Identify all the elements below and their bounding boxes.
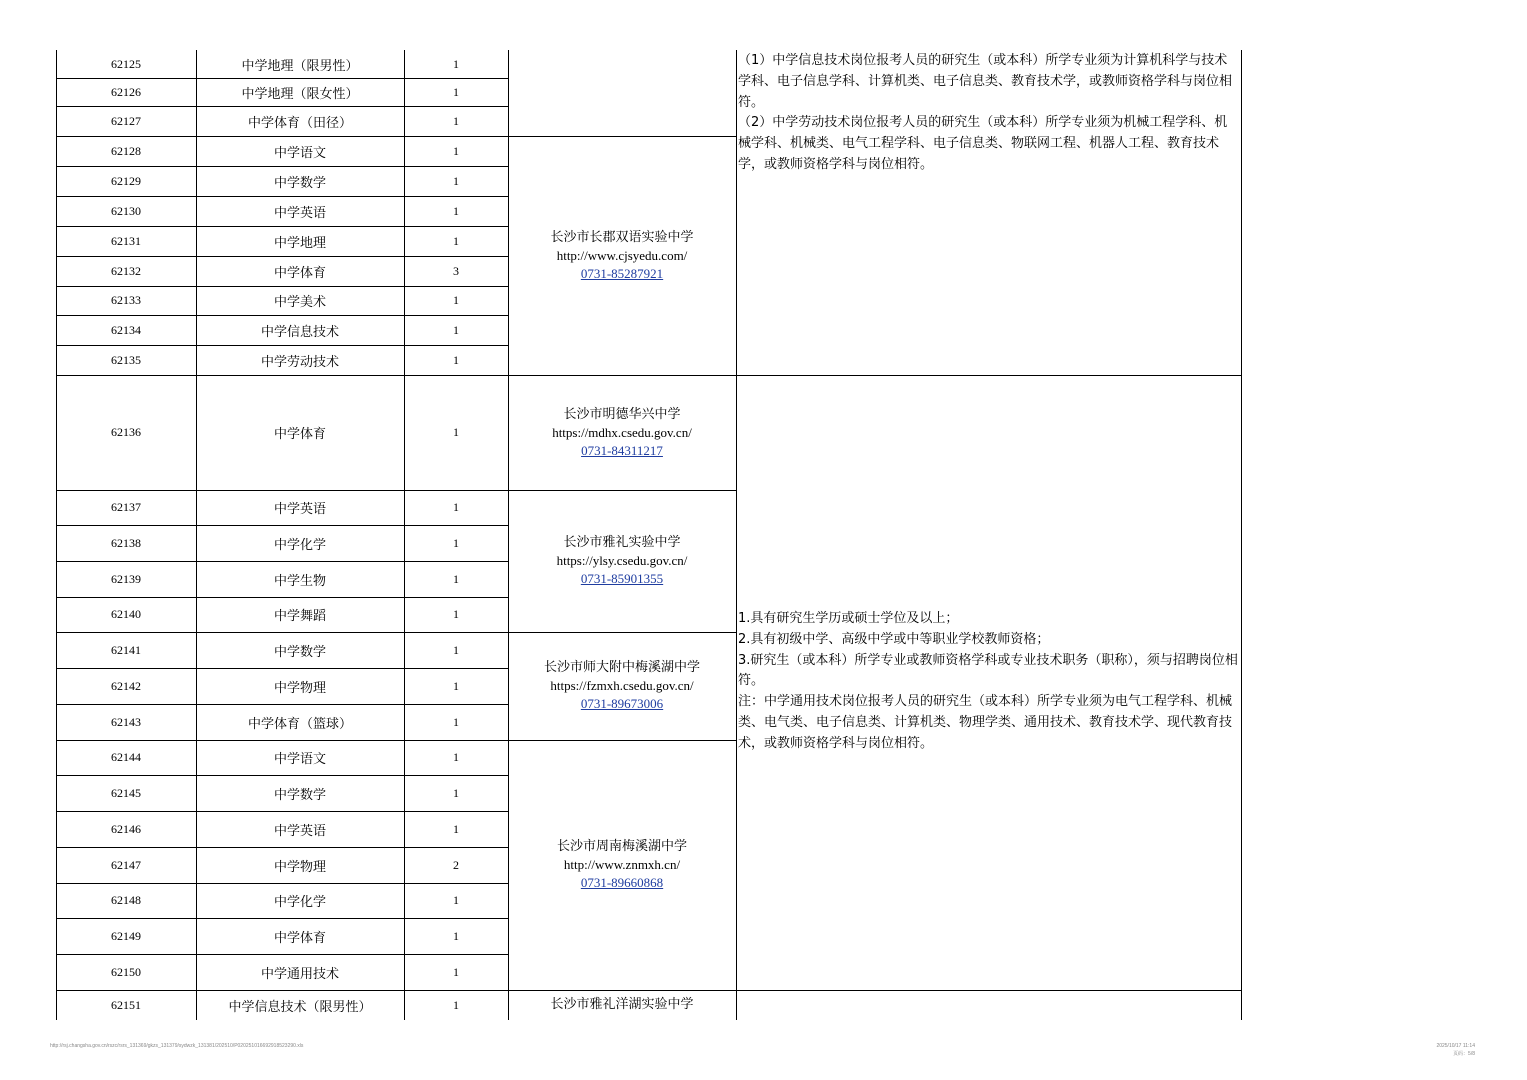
row-subject: 中学数学	[273, 787, 326, 803]
row-subject: 中学信息技术（限男性）	[228, 999, 372, 1015]
row-subject: 中学数学	[273, 175, 326, 191]
requirement-paragraph: 2.具有初级中学、高级中学或中等职业学校教师资格；	[738, 631, 1050, 647]
footer-source-url: http://rsj.changsha.gov.cn/rszc/rsrs_131369/gkzs_131379/sydwzk_131381/202510/P020251016692918523290.xls	[50, 1043, 304, 1049]
row-code: 62144	[111, 750, 141, 764]
row-code: 62142	[111, 678, 141, 693]
row-subject: 中学化学	[273, 537, 326, 553]
row-count: 1	[453, 678, 459, 693]
row-count: 2	[453, 857, 459, 872]
row-subject: 中学英语	[273, 823, 326, 839]
row-code: 62140	[111, 607, 141, 621]
row-code: 62146	[111, 821, 141, 836]
requirements-text	[738, 51, 1239, 176]
row-code: 62127	[111, 113, 141, 128]
row-subject: 中学体育	[273, 930, 326, 946]
row-subject: 中学信息技术	[260, 324, 339, 340]
requirement-paragraph: 3.研究生（或本科）所学专业或教师资格学科或专业技术职务（职称），须与招聘岗位相符。	[738, 652, 1238, 689]
row-code: 62130	[111, 203, 141, 218]
row-code: 62132	[111, 263, 141, 278]
row-count: 1	[453, 928, 459, 943]
grid-line	[736, 375, 1241, 376]
row-subject: 中学体育	[273, 427, 326, 442]
row-count: 1	[453, 821, 459, 836]
school-phone-link[interactable]: 0731-89673006	[580, 696, 664, 711]
school-phone-link[interactable]: 0731-85287921	[580, 265, 664, 281]
row-subject: 中学生物	[273, 573, 326, 589]
row-count: 1	[453, 233, 459, 248]
requirement-paragraph: （2）中学劳动技术岗位报考人员的研究生（或本科）所学专业须为机械工程学科、机械学科、机械类、电气工程学科、电子信息类、物联网工程、机器人工程、教育技术学，或教师资格学科与岗位相符。	[738, 115, 1228, 172]
row-subject: 中学地理（限男性）	[241, 58, 359, 74]
row-code: 62150	[111, 964, 141, 979]
row-subject: 中学劳动技术	[260, 354, 339, 370]
row-code: 62139	[111, 571, 141, 586]
row-count: 1	[453, 425, 459, 439]
row-subject: 中学语文	[273, 752, 326, 767]
row-count: 1	[453, 535, 459, 550]
row-code: 62128	[111, 143, 141, 158]
row-code: 62145	[111, 785, 141, 800]
row-subject: 中学舞蹈	[273, 609, 326, 624]
row-count: 1	[453, 750, 459, 764]
requirement-paragraph: 1.具有研究生学历或硕士学位及以上；	[738, 611, 959, 626]
school-cell	[508, 990, 736, 1020]
footer-page-number: 页码：5/8	[1453, 1051, 1475, 1057]
row-subject: 中学语文	[273, 145, 326, 161]
row-subject: 中学数学	[273, 644, 326, 660]
grid-line	[736, 50, 737, 1020]
row-count: 1	[453, 500, 459, 514]
row-count: 1	[453, 964, 459, 979]
row-code: 62129	[111, 173, 141, 188]
footer-date: 2025/10/17 11:14	[1436, 1043, 1475, 1049]
row-code: 62133	[111, 293, 141, 307]
row-code: 62126	[111, 84, 141, 99]
school-cell	[508, 490, 736, 632]
school-name: 长沙市雅礼实验中学	[563, 535, 681, 550]
row-count: 1	[453, 352, 459, 367]
school-cell	[508, 375, 736, 490]
row-count: 1	[453, 203, 459, 218]
row-code: 62151	[111, 997, 141, 1012]
row-code: 62134	[111, 322, 141, 337]
row-count: 1	[453, 293, 459, 307]
school-phone-link[interactable]: 0731-85901355	[580, 571, 664, 586]
row-count: 3	[453, 263, 459, 278]
row-code: 62138	[111, 535, 141, 550]
school-url: https://fzmxh.csedu.gov.cn/	[550, 678, 694, 693]
row-count: 1	[453, 84, 459, 99]
row-code: 62143	[111, 714, 141, 729]
row-subject: 中学英语	[273, 502, 326, 517]
requirements-text	[738, 609, 1239, 755]
school-name: 长沙市雅礼洋湖实验中学	[550, 997, 694, 1012]
row-subject: 中学英语	[273, 205, 326, 221]
row-count: 1	[453, 785, 459, 800]
school-name: 长沙市长郡双语实验中学	[550, 229, 694, 245]
row-count: 1	[453, 56, 459, 71]
row-count: 1	[453, 571, 459, 586]
row-code: 62148	[111, 893, 141, 907]
grid-line	[736, 990, 1241, 991]
row-count: 1	[453, 607, 459, 621]
requirement-paragraph: 注：中学通用技术岗位报考人员的研究生（或本科）所学专业须为电气工程学科、机械类、电气类、电子信息类、计算机类、物理学类、通用技术、教育技术学、现代教育技术，或教师资格学科与岗位相符。	[738, 694, 1233, 751]
row-count: 1	[453, 322, 459, 337]
school-name: 长沙市师大附中梅溪湖中学	[543, 660, 700, 675]
school-name: 长沙市明德华兴中学	[563, 406, 681, 422]
grid-line	[1241, 50, 1242, 1020]
row-code: 62141	[111, 642, 141, 657]
row-code: 62147	[111, 857, 141, 872]
row-subject: 中学体育（田径）	[247, 115, 352, 131]
row-subject: 中学体育（篮球）	[247, 716, 352, 732]
row-code: 62131	[111, 233, 141, 248]
row-count: 1	[453, 893, 459, 907]
row-subject: 中学化学	[273, 895, 326, 910]
row-code: 62125	[111, 56, 141, 71]
row-count: 1	[453, 997, 459, 1012]
school-cell	[508, 740, 736, 990]
row-count: 1	[453, 714, 459, 729]
row-subject: 中学体育	[273, 265, 326, 281]
requirement-paragraph: （1）中学信息技术岗位报考人员的研究生（或本科）所学专业须为计算机科学与技术学科、电子信息学科、计算机类、电子信息类、教育技术学，或教师资格学科与岗位相符。	[738, 53, 1233, 110]
row-subject: 中学物理	[273, 859, 326, 875]
row-count: 1	[453, 143, 459, 158]
school-url: http://www.znmxh.cn/	[563, 857, 681, 872]
row-code: 62136	[111, 425, 141, 439]
school-cell	[508, 136, 736, 375]
school-url: https://ylsy.csedu.gov.cn/	[556, 553, 688, 568]
row-code: 62149	[111, 928, 141, 943]
row-subject: 中学地理（限女性）	[241, 86, 359, 102]
school-phone-link[interactable]: 0731-84311217	[581, 442, 663, 458]
row-code: 62137	[111, 500, 141, 514]
school-name: 长沙市周南梅溪湖中学	[556, 839, 687, 854]
row-code: 62135	[111, 352, 141, 367]
school-phone-link[interactable]: 0731-89660868	[580, 875, 664, 890]
row-count: 1	[453, 173, 459, 188]
row-subject: 中学美术	[273, 295, 326, 310]
row-subject: 中学地理	[273, 235, 326, 251]
school-url: http://www.cjsyedu.com/	[556, 247, 688, 263]
row-subject: 中学通用技术	[260, 966, 339, 982]
school-url: https://mdhx.csedu.gov.cn/	[552, 424, 692, 440]
school-cell	[508, 632, 736, 740]
row-subject: 中学物理	[273, 680, 326, 696]
row-count: 1	[453, 113, 459, 128]
row-count: 1	[453, 642, 459, 657]
